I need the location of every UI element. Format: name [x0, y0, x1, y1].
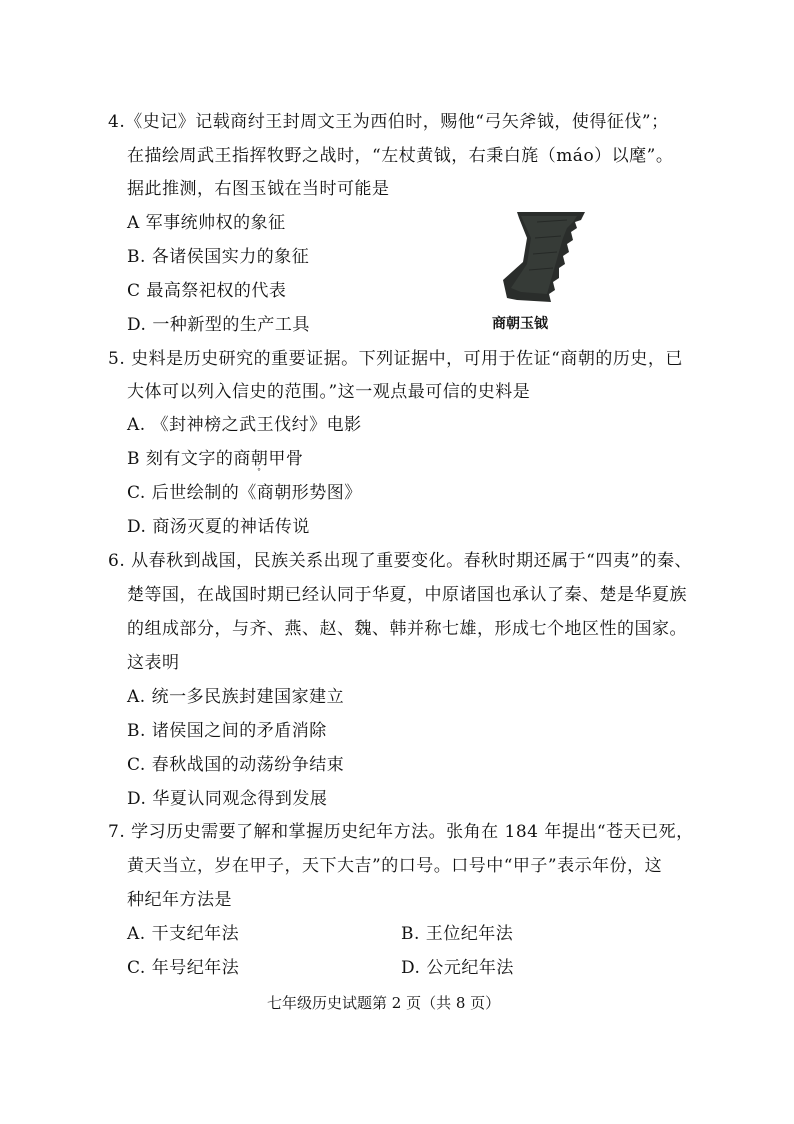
- q6-option-b: B. 诸侯国之间的矛盾消除: [127, 721, 327, 741]
- q5-option-c: C. 后世绘制的《商朝形势图》: [127, 483, 362, 503]
- q7-stem-line-2: 黄天当立，岁在甲子，天下大吉”的口号。口号中“甲子”表示年份，这: [127, 856, 663, 876]
- q7-option-b: B. 王位纪年法: [401, 924, 514, 944]
- q5-stem-line-1: 5. 史料是历史研究的重要证据。下列证据中，可用于佐证“商朝的历史，已: [108, 349, 683, 369]
- q7-stem-line-3: 种纪年方法是: [127, 890, 232, 910]
- q4-option-a: A 军事统帅权的象征: [127, 213, 286, 233]
- q4-option-c: C 最高祭祀权的代表: [127, 281, 287, 301]
- q4-stem-line-3: 据此推测，右图玉钺在当时可能是: [127, 179, 390, 199]
- page-footer: 七年级历史试题第 2 页（共 8 页）: [267, 994, 501, 1012]
- q7-stem-line-1: 7. 学习历史需要了解和掌握历史纪年方法。张角在 184 年提出“苍天已死，: [108, 822, 694, 842]
- q6-option-c: C. 春秋战国的动荡纷争结束: [127, 755, 345, 775]
- q5-option-d: D. 商汤灭夏的神话传说: [127, 517, 310, 537]
- q6-option-a: A. 统一多民族封建国家建立: [127, 687, 345, 707]
- q6-option-d: D. 华夏认同观念得到发展: [127, 789, 328, 809]
- q7-option-d: D. 公元纪年法: [401, 958, 514, 978]
- q6-stem-line-3: 的组成部分，与齐、燕、赵、魏、韩并称七雄，形成七个地区性的国家。: [127, 619, 687, 639]
- q5-stem-line-2: 大体可以列入信史的范围。”这一观点最可信的史料是: [127, 382, 531, 402]
- q4-option-b: B. 各诸侯国实力的象征: [127, 247, 310, 267]
- q5-option-a: A. 《封神榜之武王伐纣》电影: [127, 415, 362, 435]
- q7-option-c: C. 年号纪年法: [127, 958, 240, 978]
- figure-caption: 商朝玉钺: [492, 316, 548, 332]
- scan-speck: °: [257, 467, 261, 476]
- q4-option-d: D. 一种新型的生产工具: [127, 315, 310, 335]
- q6-stem-line-2: 楚等国，在战国时期已经认同于华夏，中原诸国也承认了秦、楚是华夏族: [127, 585, 687, 605]
- q6-stem-line-4: 这表明: [127, 653, 180, 673]
- q4-stem-line-1: 4.《史记》记载商纣王封周文王为西伯时，赐他“弓矢斧钺，使得征伐”；: [108, 112, 669, 132]
- q6-stem-line-1: 6. 从春秋到战国，民族关系出现了重要变化。春秋时期还属于“四夷”的秦、: [108, 551, 693, 571]
- q5-option-b: B 刻有文字的商朝甲骨: [127, 449, 304, 469]
- jade-yue-axe-icon: [497, 208, 591, 304]
- q7-option-a: A. 干支纪年法: [127, 924, 240, 944]
- q4-stem-line-2: 在描绘周武王指挥牧野之战时，“左杖黄钺，右秉白旄（máo）以麾”。: [127, 146, 674, 166]
